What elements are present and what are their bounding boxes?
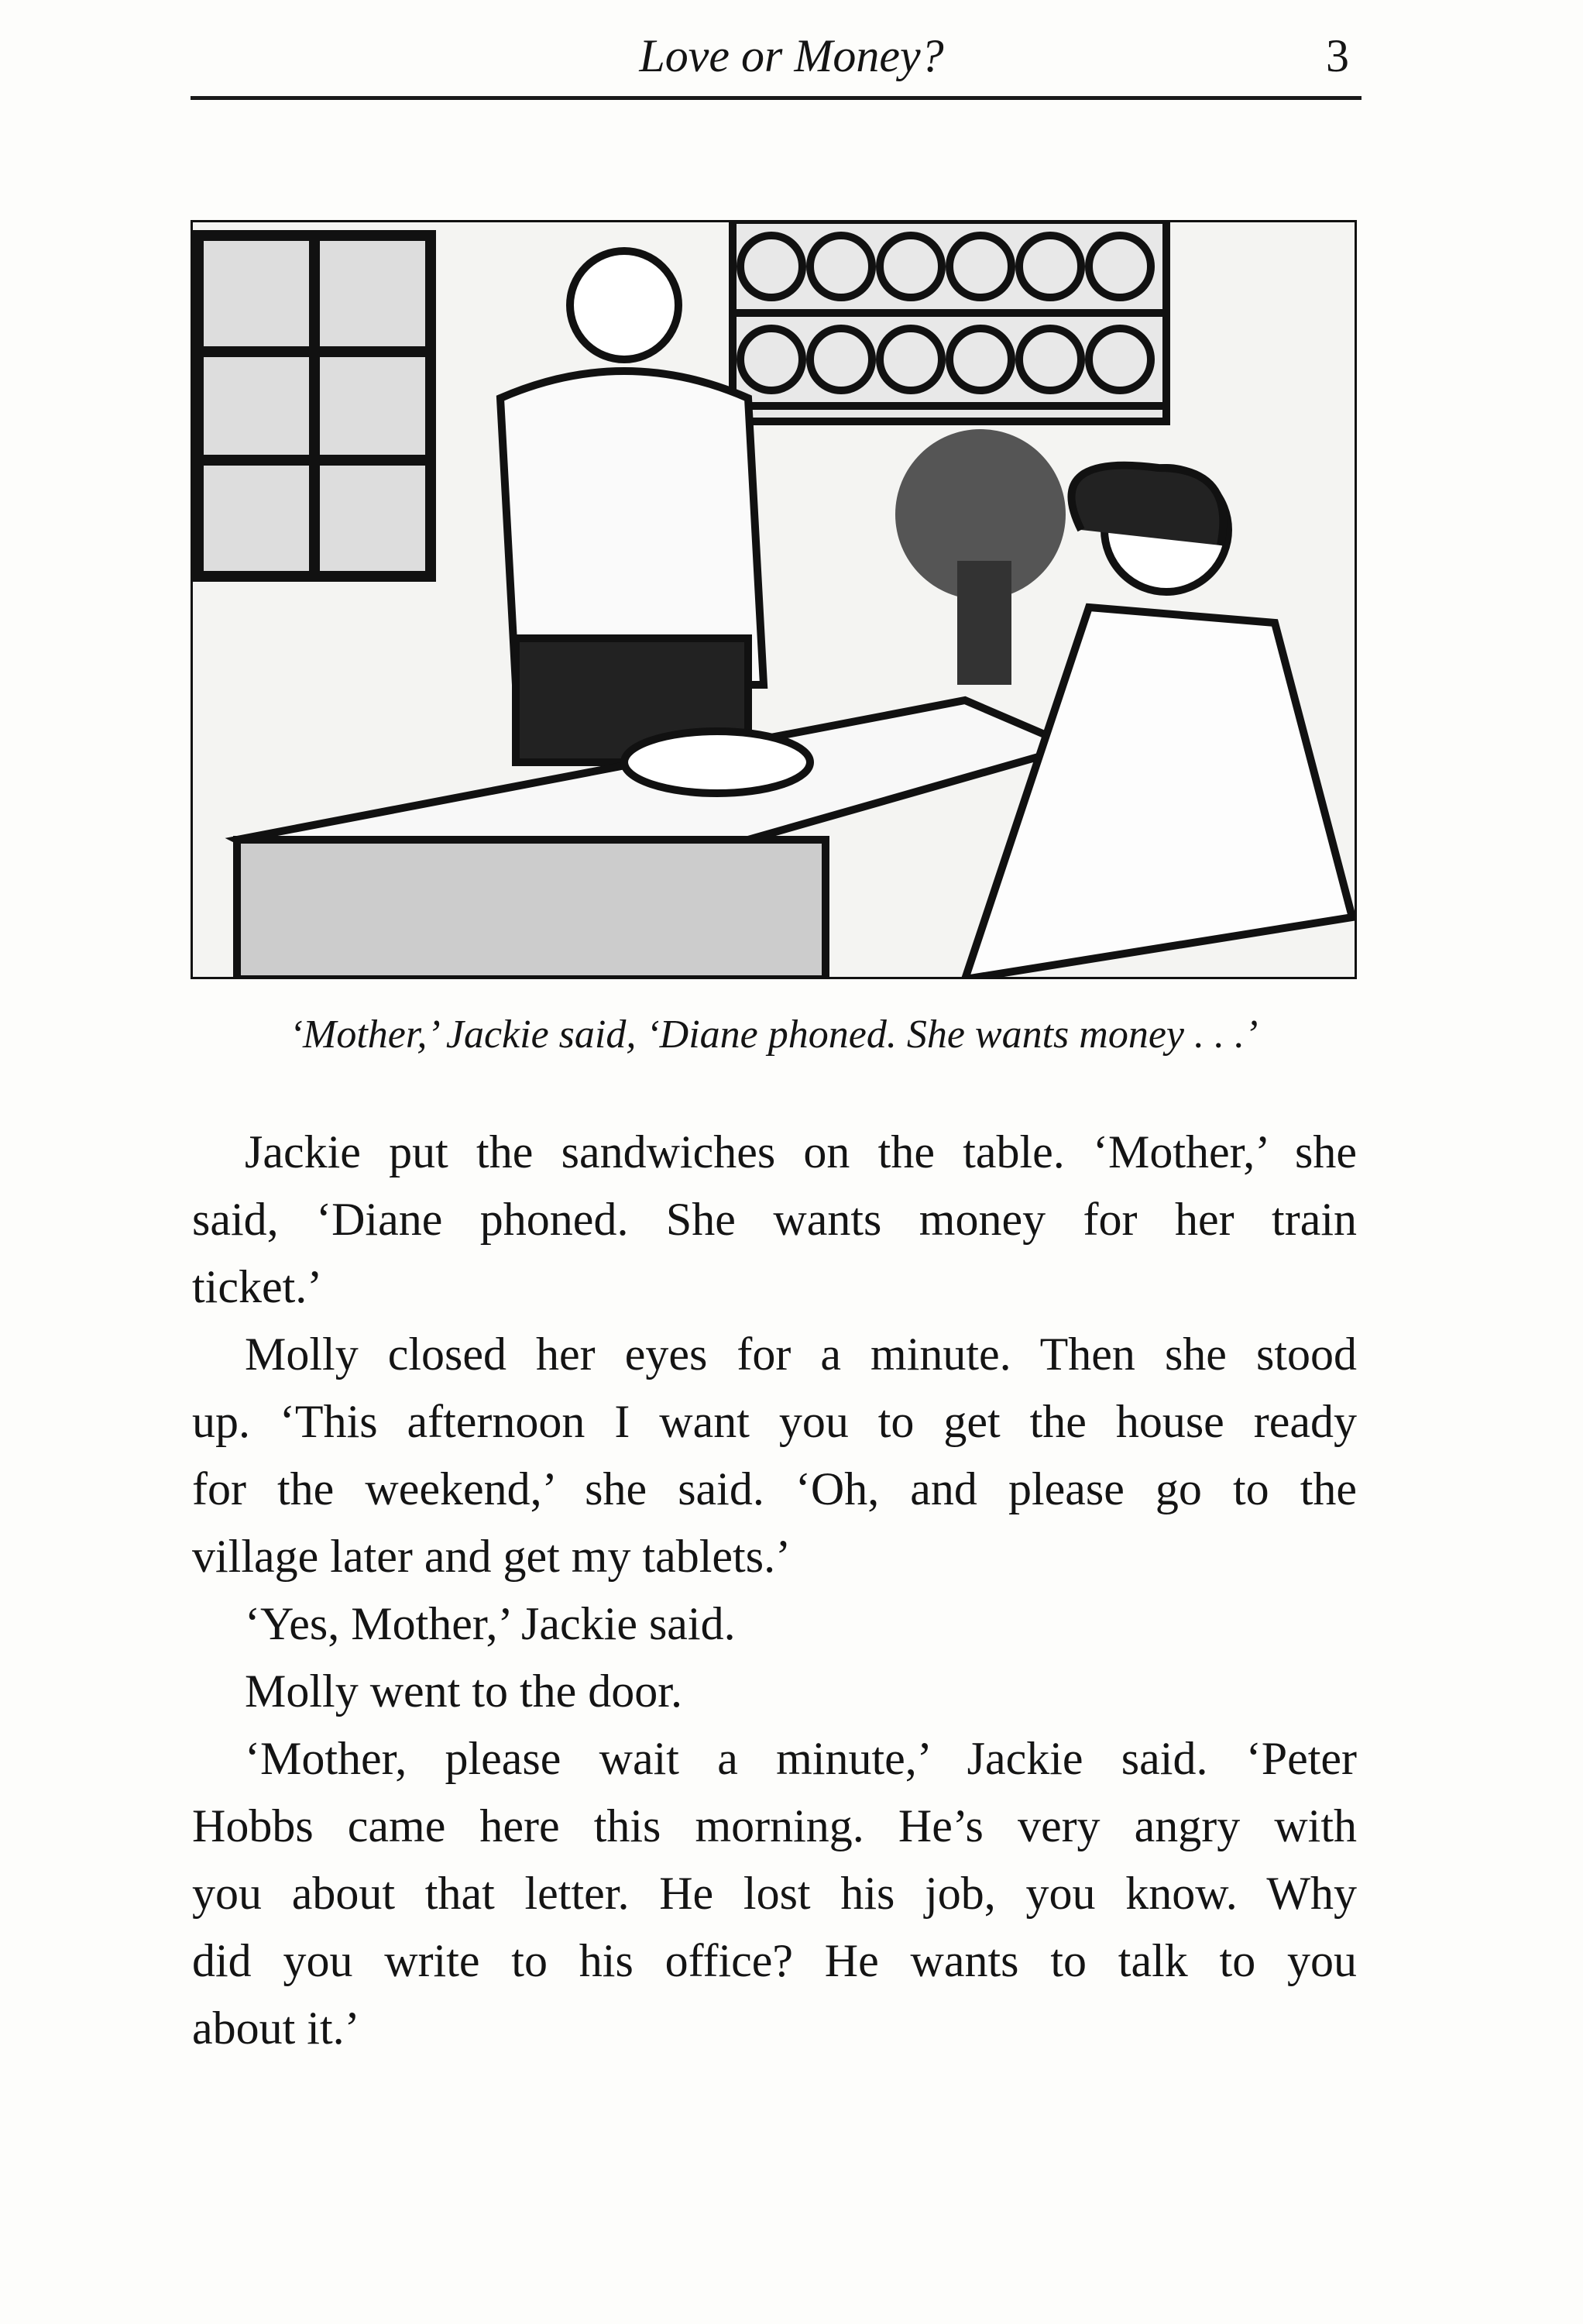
- illustration-caption: ‘Mother,’ Jackie said, ‘Diane phoned. She wants money . . .’: [289, 1012, 1259, 1057]
- header-rule: [191, 96, 1362, 100]
- text-line: ‘Yes, Mother,’ Jackie said.: [245, 1598, 736, 1649]
- plate-rack: [733, 220, 1166, 421]
- text-line: Jackie put the sandwiches on the table. ‘Mother,’ she: [245, 1126, 1357, 1177]
- running-title: Love or Money?: [639, 30, 944, 81]
- text-line: up. ‘This afternoon I want you to get the house ready: [192, 1396, 1357, 1447]
- text-line: did you write to his office? He wants to talk to you: [192, 1935, 1357, 1986]
- kitchen-illustration: [191, 220, 1357, 979]
- text-line: ticket.’: [192, 1261, 323, 1312]
- paragraph: [192, 1119, 1357, 1321]
- text-line: said, ‘Diane phoned. She wants money for her train: [192, 1194, 1357, 1245]
- text-line: about it.’: [192, 2003, 360, 2054]
- text-line: you about that letter. He lost his job, you know. Why: [192, 1868, 1357, 1919]
- text-line: ‘Mother, please wait a minute,’ Jackie said. ‘Peter: [245, 1733, 1357, 1784]
- page-number: 3: [1326, 30, 1349, 81]
- text-line: village later and get my tablets.’: [192, 1531, 792, 1582]
- text-line: Hobbs came here this morning. He’s very angry with: [192, 1800, 1357, 1851]
- text-line: Molly went to the door.: [245, 1666, 682, 1717]
- paragraph: [192, 1658, 1357, 1725]
- paragraph: [192, 1590, 1357, 1658]
- text-line: for the weekend,’ she said. ‘Oh, and please go to the: [192, 1463, 1357, 1514]
- paragraph: [192, 1725, 1357, 2062]
- body-text: [192, 1119, 1357, 2062]
- paragraph: [192, 1321, 1357, 1590]
- window: [198, 235, 431, 576]
- text-line: Molly closed her eyes for a minute. Then she stood: [245, 1329, 1357, 1380]
